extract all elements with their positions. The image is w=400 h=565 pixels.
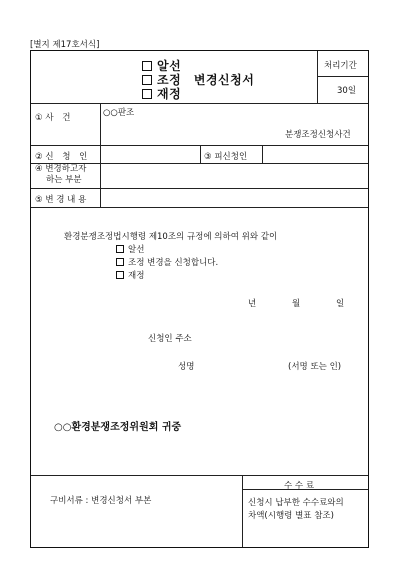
- date-year: 년: [248, 299, 257, 309]
- date-month: 월: [292, 299, 301, 309]
- case-type: 분쟁조정신청사건: [285, 130, 351, 140]
- label-column-divider: [100, 103, 101, 207]
- checkbox-jojeong[interactable]: [142, 75, 152, 85]
- respondent-divider: [200, 145, 201, 163]
- checkbox-statement-jojeong[interactable]: [116, 258, 124, 266]
- fee-divider: [242, 475, 243, 547]
- checkbox-alseon[interactable]: [142, 61, 152, 71]
- statement-option-3: 재정: [116, 269, 144, 281]
- address-label: 신청인 주소: [148, 334, 192, 344]
- fee-label: 수 수 료: [284, 481, 315, 491]
- processing-value: 30일: [337, 86, 357, 96]
- date-day: 일: [336, 299, 345, 309]
- change-part-label: ④ 변경하고자 하는 부분: [35, 164, 87, 185]
- case-label: ① 사 건: [35, 113, 74, 123]
- change-content-label: ⑤ 변 경 내 용: [35, 195, 87, 205]
- signature-note: (서명 또는 인): [288, 362, 342, 372]
- row-divider: [31, 188, 368, 189]
- row-divider: [31, 207, 368, 208]
- title-option-3: 재정: [142, 85, 181, 102]
- recipient: ○○환경분쟁조정위원회 귀중: [54, 422, 182, 433]
- checkbox-statement-alseon[interactable]: [116, 245, 124, 253]
- processing-separator: [317, 76, 368, 77]
- processing-label: 처리기간: [324, 61, 357, 71]
- title-option-1: 알선: [142, 57, 181, 74]
- attachments: 구비서류 : 변경신청서 부본: [50, 496, 152, 506]
- respondent-label-divider: [262, 145, 263, 163]
- statement-intro: 환경분쟁조정법시행령 제10조의 규정에 의하여 위와 같이: [64, 232, 278, 242]
- applicant-label: ② 신 청 인: [35, 152, 91, 162]
- form-code: [별지 제17호서식]: [30, 40, 100, 50]
- form-frame: [30, 50, 369, 548]
- bottom-divider: [31, 475, 368, 476]
- form-title: 변경신청서: [193, 73, 255, 87]
- statement-option-2: 조정 변경을 신청합니다.: [116, 256, 218, 268]
- checkbox-jaejeong[interactable]: [142, 89, 152, 99]
- statement-option-1: 알선: [116, 243, 144, 255]
- name-label: 성명: [178, 362, 195, 372]
- processing-divider: [317, 51, 318, 103]
- row-divider: [31, 103, 368, 104]
- checkbox-statement-jaejeong[interactable]: [116, 271, 124, 279]
- fee-text: 신청시 납부한 수수료와의 차액(시행령 별표 참조): [248, 498, 344, 521]
- respondent-label: ③ 피신청인: [204, 152, 248, 162]
- title-option-2: 조정 변경신청서: [142, 71, 254, 88]
- case-value[interactable]: ○○판조: [103, 108, 135, 118]
